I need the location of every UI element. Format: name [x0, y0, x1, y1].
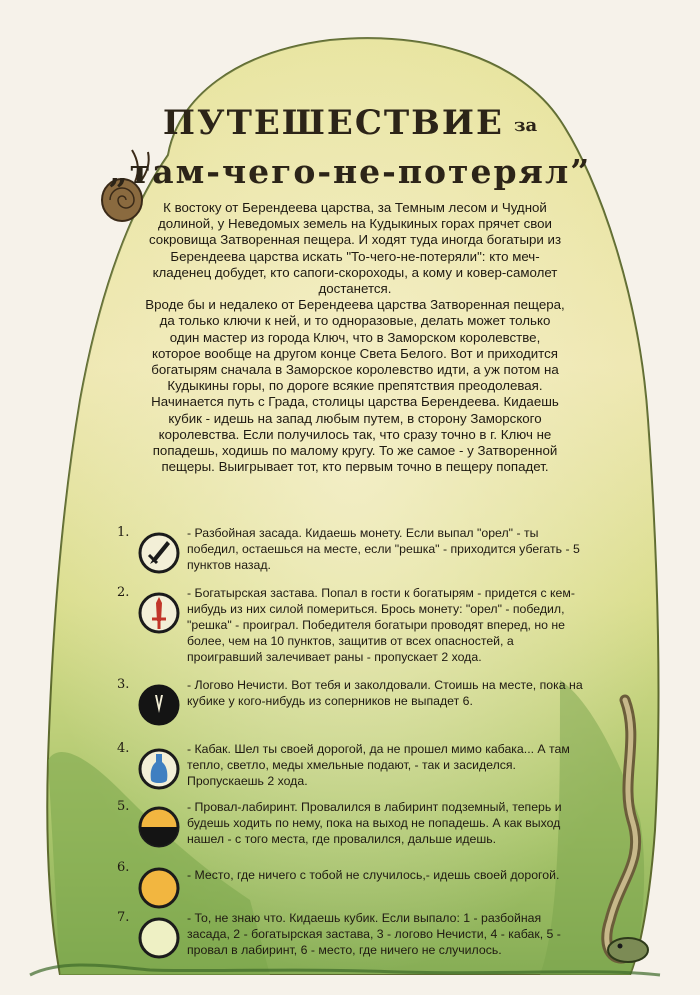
title-suffix-text: за	[513, 114, 538, 136]
title-main-text: ПУТЕШЕСТВИЕ	[162, 103, 504, 143]
rule-number: 5.	[117, 799, 130, 814]
rule-text: - То, не знаю что. Кидаешь кубик. Если выпало: 1 - разбойная засада, 2 - богатырская застава, 3 - логово Нечисти, 4 - кабак, 5 - провал в лабиринт, 6 - место, где ничего не случилось.	[187, 911, 561, 957]
rule-number: 2.	[117, 585, 130, 600]
rule-text: - Логово Нечисти. Вот тебя и заколдовали. Стоишь на месте, пока на кубике у кого-нибудь из соперников не выпадет 6.	[187, 678, 583, 708]
rule-number: 4.	[117, 741, 130, 756]
rule-text: - Разбойная засада. Кидаешь монету. Если выпал "орел" - ты победил, остаешься на месте, если "решка" - приходится убегать - 5 пунктов назад.	[187, 526, 580, 572]
intro-paragraph-3: Начинается путь с Града, столицы царства Берендеева. Кидаешь кубик - идешь на запад любым путем, в сторону Заморского королевства. Если получилось так, что сразу точно в г. Ключ не попадешь, ходишь по малому кругу. То же самое - у Затворенной пещеры. Выигрывает тот, кто первым точно в пещеру попадет.	[151, 394, 559, 475]
intro-paragraph-1: К востоку от Берендеева царства, за Темным лесом и Чудной долиной, у Неведомых земель на Кудыкиных горах прячет свои сокровища Затворенная пещера. И ходят туда иногда богатыри из Берендеева царства искать "То-чего-не-потеряли": кто меч-кладенец добудет, кто сапоги-скороходы, а кому и ковер-самолет достанется.	[148, 200, 562, 297]
rule-number: 3.	[117, 677, 130, 692]
page-title-line2: „там-чего-не-потерял”	[108, 152, 592, 191]
labyrinth-icon	[137, 805, 181, 849]
empty-circle-icon	[137, 916, 181, 960]
red-sword-icon	[137, 591, 181, 635]
intro-paragraph-2: Вроде бы и недалеко от Берендеева царства Затворенная пещера, да только ключи к ней, и то одноразовые, делать может только один мастер из города Ключ, что в Заморском королевстве, которое вообще на другом конце Света Белого. Вот и приходится богатырям сначала в Заморское королевство идти, а уж потом на Кудыкины горы, по дороге всякие препятствия преодолевая.	[145, 297, 565, 394]
rule-text: - Провал-лабиринт. Провалился в лабиринт подземный, теперь и будешь ходить по нему, пока на выход не попадешь. А как выход нашел - с того места, где провалился, дальше идешь.	[187, 800, 562, 846]
sword-icon	[137, 531, 181, 575]
rule-text: - Богатырская застава. Попал в гости к богатырям - придется с кем-нибудь из них силой помериться. Брось монету: "орел" - победил, "решка" - проиграл. Победителя богатыри проводят вперед, но не более, чем на 10 пунктов, защитив от всех опасностей, а проигравший залечивает раны - пропускает 2 хода.	[187, 586, 575, 664]
orange-circle-icon	[137, 866, 181, 910]
rule-number: 1.	[117, 525, 130, 540]
rule-text: - Кабак. Шел ты своей дорогой, да не прошел мимо кабака... А там тепло, светло, меды хмельные подают, - так и засиделся. Пропускаешь 2 хода.	[187, 742, 570, 788]
evil-lair-icon	[137, 683, 181, 727]
rule-number: 7.	[117, 910, 130, 925]
rule-text: - Место, где ничего с тобой не случилось,- идешь своей дорогой.	[187, 868, 560, 882]
bottle-icon	[137, 747, 181, 791]
rule-number: 6.	[117, 860, 130, 875]
